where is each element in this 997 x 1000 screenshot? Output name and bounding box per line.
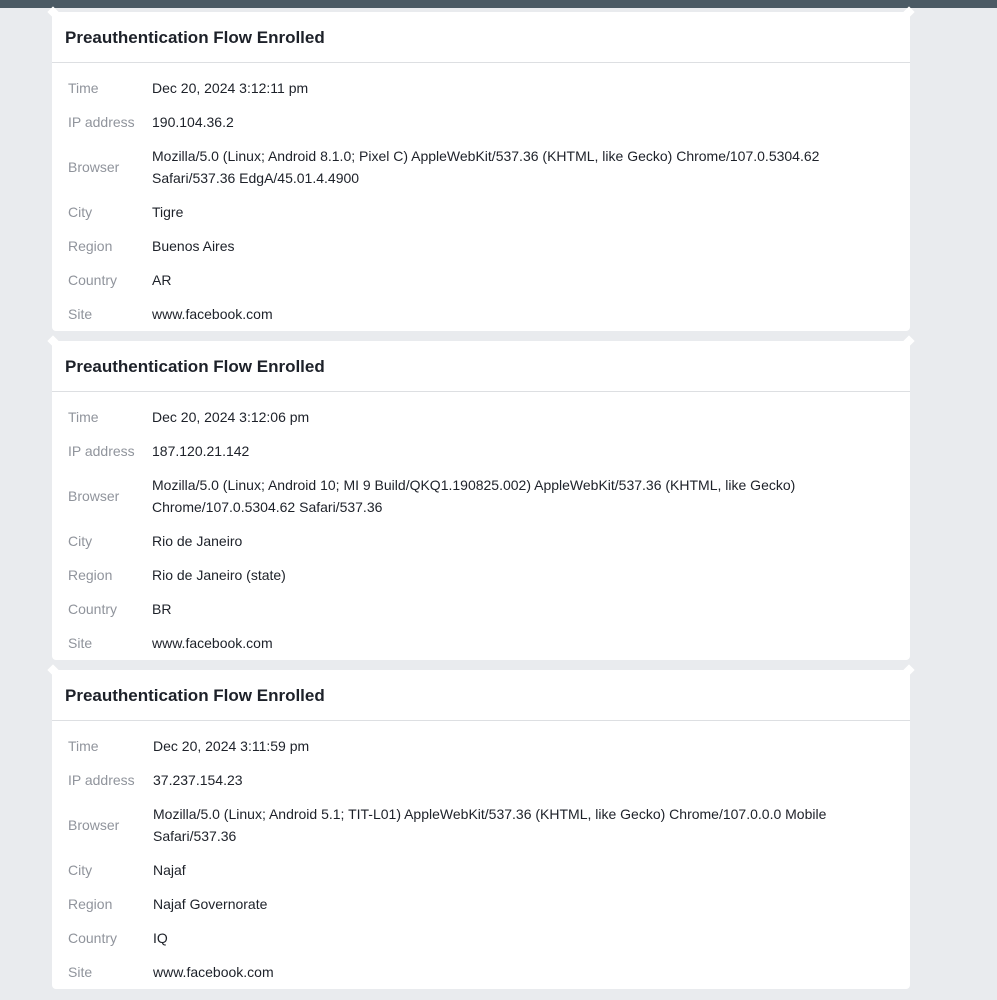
detail-label: Site xyxy=(68,964,93,980)
detail-value: Dec 20, 2024 3:11:59 pm xyxy=(153,738,310,754)
detail-label: Time xyxy=(68,80,99,96)
detail-value: Dec 20, 2024 3:12:11 pm xyxy=(152,80,309,96)
detail-label: Time xyxy=(68,738,99,754)
detail-value: www.facebook.com xyxy=(152,306,273,322)
detail-value: Rio de Janeiro (state) xyxy=(152,567,286,583)
detail-value: Mozilla/5.0 (Linux; Android 8.1.0; Pixel C) AppleWebKit/537.36 (KHTML, like Gecko) Chrome/107.0.5304.62 Safari/537.36 EdgA/45.01.4.4900 xyxy=(152,148,820,186)
detail-label: Country xyxy=(68,272,118,288)
detail-row-region xyxy=(65,887,897,921)
detail-label: Region xyxy=(68,896,113,912)
detail-row-browser xyxy=(65,139,897,195)
detail-row-city xyxy=(65,195,897,229)
detail-value: www.facebook.com xyxy=(153,964,274,980)
detail-row-browser xyxy=(65,797,897,853)
detail-row-site xyxy=(65,626,897,660)
event-title: Preauthentication Flow Enrolled xyxy=(52,341,910,392)
detail-label: IP address xyxy=(68,114,135,130)
detail-row-time xyxy=(65,400,897,434)
event-details-table xyxy=(65,71,897,331)
detail-label: Browser xyxy=(68,817,120,833)
detail-value: IQ xyxy=(153,930,168,946)
detail-row-time xyxy=(65,729,897,763)
detail-row-city xyxy=(65,853,897,887)
event-card xyxy=(52,670,910,989)
detail-row-site xyxy=(65,955,897,989)
event-title: Preauthentication Flow Enrolled xyxy=(52,670,910,721)
detail-value: Buenos Aires xyxy=(152,238,235,254)
detail-value: Rio de Janeiro xyxy=(152,533,243,549)
detail-value: Tigre xyxy=(152,204,184,220)
detail-label: Region xyxy=(68,238,113,254)
detail-label: City xyxy=(68,862,93,878)
top-bar xyxy=(0,0,997,8)
event-title: Preauthentication Flow Enrolled xyxy=(52,12,910,63)
detail-value: 187.120.21.142 xyxy=(152,443,250,459)
detail-value: Najaf xyxy=(153,862,186,878)
event-details-table xyxy=(65,400,897,660)
security-event-feed xyxy=(52,12,910,999)
detail-value: AR xyxy=(152,272,172,288)
detail-row-country xyxy=(65,592,897,626)
detail-label: IP address xyxy=(68,443,135,459)
detail-label: Time xyxy=(68,409,99,425)
detail-value: 37.237.154.23 xyxy=(153,772,243,788)
event-card xyxy=(52,12,910,331)
detail-value: www.facebook.com xyxy=(152,635,273,651)
detail-label: Site xyxy=(68,635,93,651)
detail-label: Country xyxy=(68,601,118,617)
detail-value: 190.104.36.2 xyxy=(152,114,234,130)
detail-label: City xyxy=(68,204,93,220)
detail-row-site xyxy=(65,297,897,331)
detail-label: Site xyxy=(68,306,93,322)
detail-value: BR xyxy=(152,601,172,617)
detail-label: Region xyxy=(68,567,113,583)
detail-row-ip-address xyxy=(65,105,897,139)
detail-label: City xyxy=(68,533,93,549)
detail-label: Browser xyxy=(68,159,120,175)
detail-value: Mozilla/5.0 (Linux; Android 5.1; TIT-L01) AppleWebKit/537.36 (KHTML, like Gecko) Chrome/107.0.0.0 Mobile Safari/537.36 xyxy=(153,806,827,844)
detail-row-ip-address xyxy=(65,434,897,468)
detail-row-time xyxy=(65,71,897,105)
detail-row-region xyxy=(65,229,897,263)
event-details-table xyxy=(65,729,897,989)
detail-label: IP address xyxy=(68,772,135,788)
detail-label: Browser xyxy=(68,488,120,504)
detail-value: Dec 20, 2024 3:12:06 pm xyxy=(152,409,310,425)
detail-row-region xyxy=(65,558,897,592)
detail-row-browser xyxy=(65,468,897,524)
detail-label: Country xyxy=(68,930,118,946)
detail-row-city xyxy=(65,524,897,558)
detail-value: Najaf Governorate xyxy=(153,896,268,912)
detail-row-country xyxy=(65,921,897,955)
detail-value: Mozilla/5.0 (Linux; Android 10; MI 9 Build/QKQ1.190825.002) AppleWebKit/537.36 (KHTML, like Gecko) Chrome/107.0.5304.62 Safari/537.36 xyxy=(152,477,796,515)
event-card xyxy=(52,341,910,660)
detail-row-country xyxy=(65,263,897,297)
detail-row-ip-address xyxy=(65,763,897,797)
